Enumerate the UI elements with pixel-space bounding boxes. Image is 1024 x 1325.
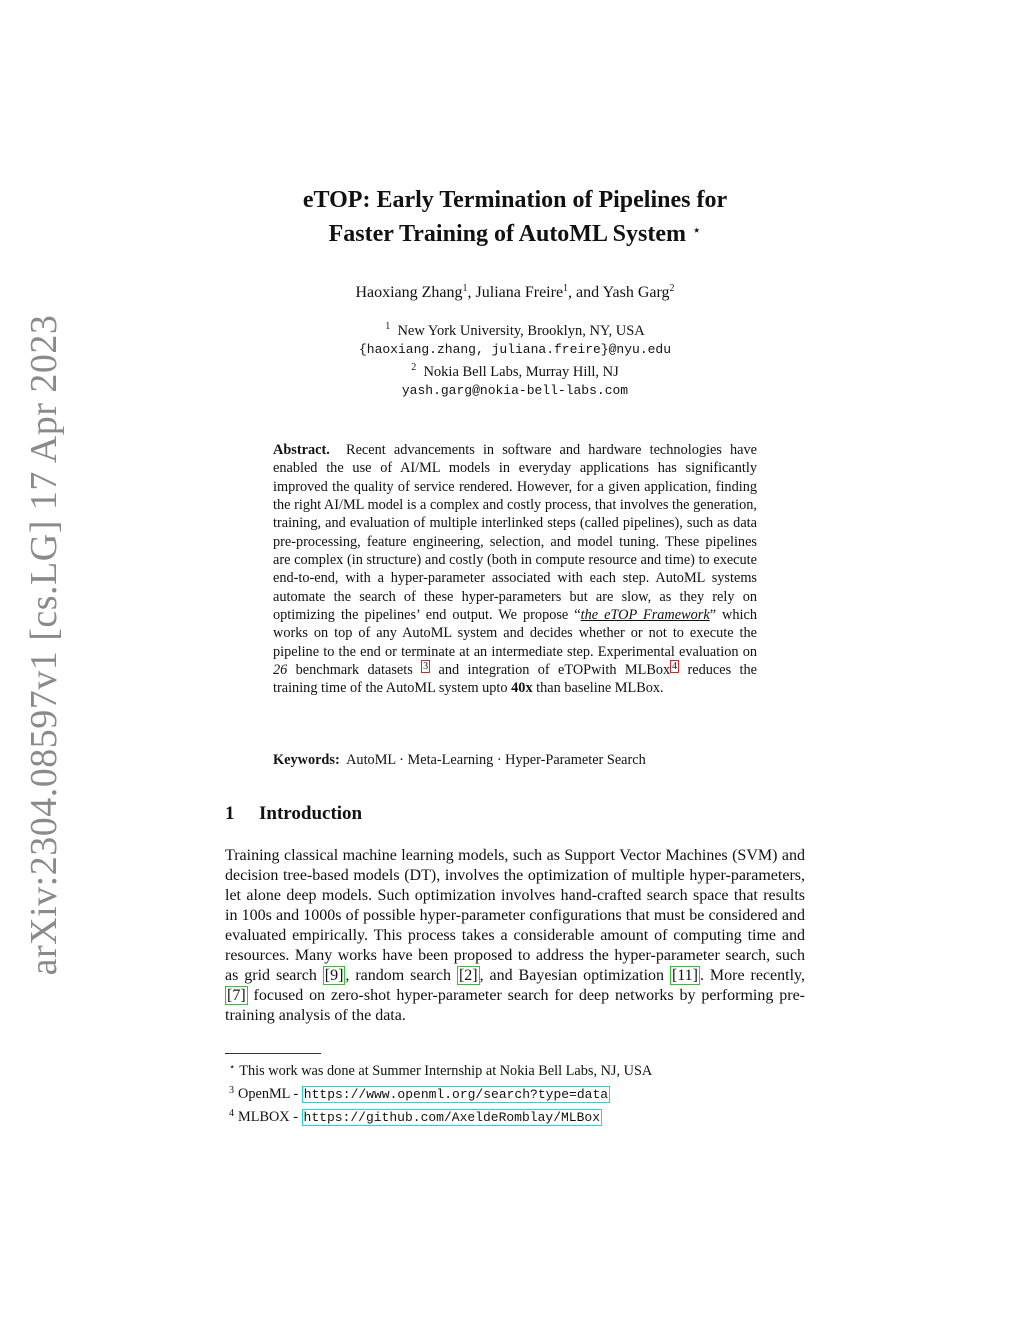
footnote-link-3[interactable]: 3 [423, 661, 429, 673]
section-heading-introduction [225, 803, 362, 825]
footnote-3 [229, 1081, 652, 1104]
intro-text: , and Bayesian optimization [479, 967, 670, 984]
intro-text: . More recently, [700, 967, 805, 984]
keywords [273, 752, 757, 769]
title-line-2 [225, 216, 805, 250]
author-name: Juliana Freire [475, 284, 564, 301]
section-number: 1 [225, 803, 235, 824]
citation-link-11[interactable]: [11] [671, 967, 698, 984]
footnote-3-text: OpenML - [238, 1086, 302, 1102]
author-name: Haoxiang Zhang [355, 284, 463, 301]
framework-name: the eTOP Framework [580, 607, 710, 624]
author-affiliation-mark: 2 [669, 283, 675, 294]
affiliation-2-email: yash.garg@nokia-bell-labs.com [401, 382, 629, 398]
author-separator: , [467, 284, 476, 301]
intro-text: Training classical machine learning models, such as Support Vector Machines (SVM) and decision tree-based models (DT), involves the optimization of multiple hyper-parameters, let alone deep models. Such optimization involves hand-crafted search space that results in 100s and 1000s of possible hyper-parameter configurations that must be considered and evaluated empirically. This process takes a considerable amount of computing time and resources. Many works have been proposed to address the hyper-parameter search, such as grid search [225, 847, 805, 984]
affiliation-1-email: {haoxiang.zhang, juliana.freire}@nyu.edu [358, 341, 672, 357]
speedup-value: 40x [511, 680, 533, 697]
intro-text: focused on zero-shot hyper-parameter search for deep networks by performing pre-training analysis of the data. [225, 987, 805, 1024]
affiliation-1-text: New York University, Brooklyn, NY, USA [397, 323, 645, 339]
arxiv-identifier-stamp: arXiv:2304.08597v1 [cs.LG] 17 Apr 2023 [23, 314, 65, 976]
footnote-star [229, 1058, 652, 1081]
footnote-link-4[interactable]: 4 [672, 661, 678, 673]
keywords-label: Keywords: [273, 752, 340, 768]
dataset-count: 26 [273, 662, 288, 679]
openml-url-link[interactable]: https://www.openml.org/search?type=data [303, 1087, 609, 1102]
section-title: Introduction [259, 803, 363, 824]
intro-text: , random search [345, 967, 457, 984]
title-line-2-text: Faster Training of AutoML System [328, 221, 686, 247]
introduction-paragraph [225, 846, 805, 1026]
abstract-text: Recent advancements in software and hardware technologies have enabled the use of AI/ML models in everyday applications has significantly improved the quality of service rendered. However, for a given application, finding the right AI/ML model is a complex and costly process, that involves the generation, training, and evaluation of multiple interlinked steps (called pipelines), such as data pre-processing, feature engineering, selection, and model tuning. These pipelines are complex (in structure) and costly (both in compute resource and time) to execute end-to-end, with a hyper-parameter associated with each step. AutoML systems automate the search of these hyper-parameters but are slow, as they rely on optimizing the pipelines’ end output. We propose “ [273, 442, 757, 624]
footnote-4 [229, 1104, 652, 1127]
abstract-text: reduces the training time of the AutoML system upto [273, 662, 757, 697]
footnote-star-text: This work was done at Summer Internship at Nokia Bell Labs, NJ, USA [239, 1063, 653, 1079]
affiliations [225, 318, 805, 400]
author-affiliation-mark: 1 [563, 283, 569, 294]
abstract-text: benchmark datasets [287, 662, 422, 679]
abstract-text: ” which works on top of any AutoML system and decides whether or not to execute the pipeline to the end or terminate at an intermediate step. Experimental evaluation on [273, 607, 757, 660]
affiliation-1-mark: 1 [385, 321, 391, 332]
footnote-star-mark: ⋆ [229, 1062, 236, 1073]
affiliation-1 [225, 318, 805, 341]
abstract-label: Abstract. [273, 442, 330, 458]
title-footnote-star[interactable]: ⋆ [691, 223, 702, 239]
footnote-divider [225, 1053, 321, 1054]
footnote-4-text: MLBOX - [238, 1109, 302, 1125]
affiliation-2-mark: 2 [411, 362, 417, 373]
abstract-text: and integration of eTOPwith MLBox [430, 662, 671, 679]
abstract-text: than baseline MLBox. [532, 680, 664, 697]
author-name: Yash Garg [602, 284, 670, 301]
keywords-text: AutoML · Meta-Learning · Hyper-Parameter Search [346, 752, 646, 768]
author-list [225, 283, 805, 302]
affiliation-2 [225, 359, 805, 382]
mlbox-url-link[interactable]: https://github.com/AxeldeRomblay/MLBox [303, 1110, 600, 1125]
abstract-paragraph [273, 441, 757, 698]
footnotes [229, 1058, 652, 1127]
paper-title [225, 185, 805, 250]
introduction-body [225, 846, 805, 1026]
footnote-4-mark: 4 [229, 1108, 234, 1119]
affiliation-2-text: Nokia Bell Labs, Murray Hill, NJ [423, 364, 619, 380]
author-separator: , and [568, 284, 603, 301]
title-line-1: eTOP: Early Termination of Pipelines for [302, 187, 728, 213]
citation-link-2[interactable]: [2] [458, 967, 478, 984]
footnote-3-mark: 3 [229, 1085, 234, 1096]
citation-link-9[interactable]: [9] [324, 967, 344, 984]
citation-link-7[interactable]: [7] [227, 987, 246, 1004]
author-affiliation-mark: 1 [462, 283, 468, 294]
abstract [273, 441, 757, 698]
